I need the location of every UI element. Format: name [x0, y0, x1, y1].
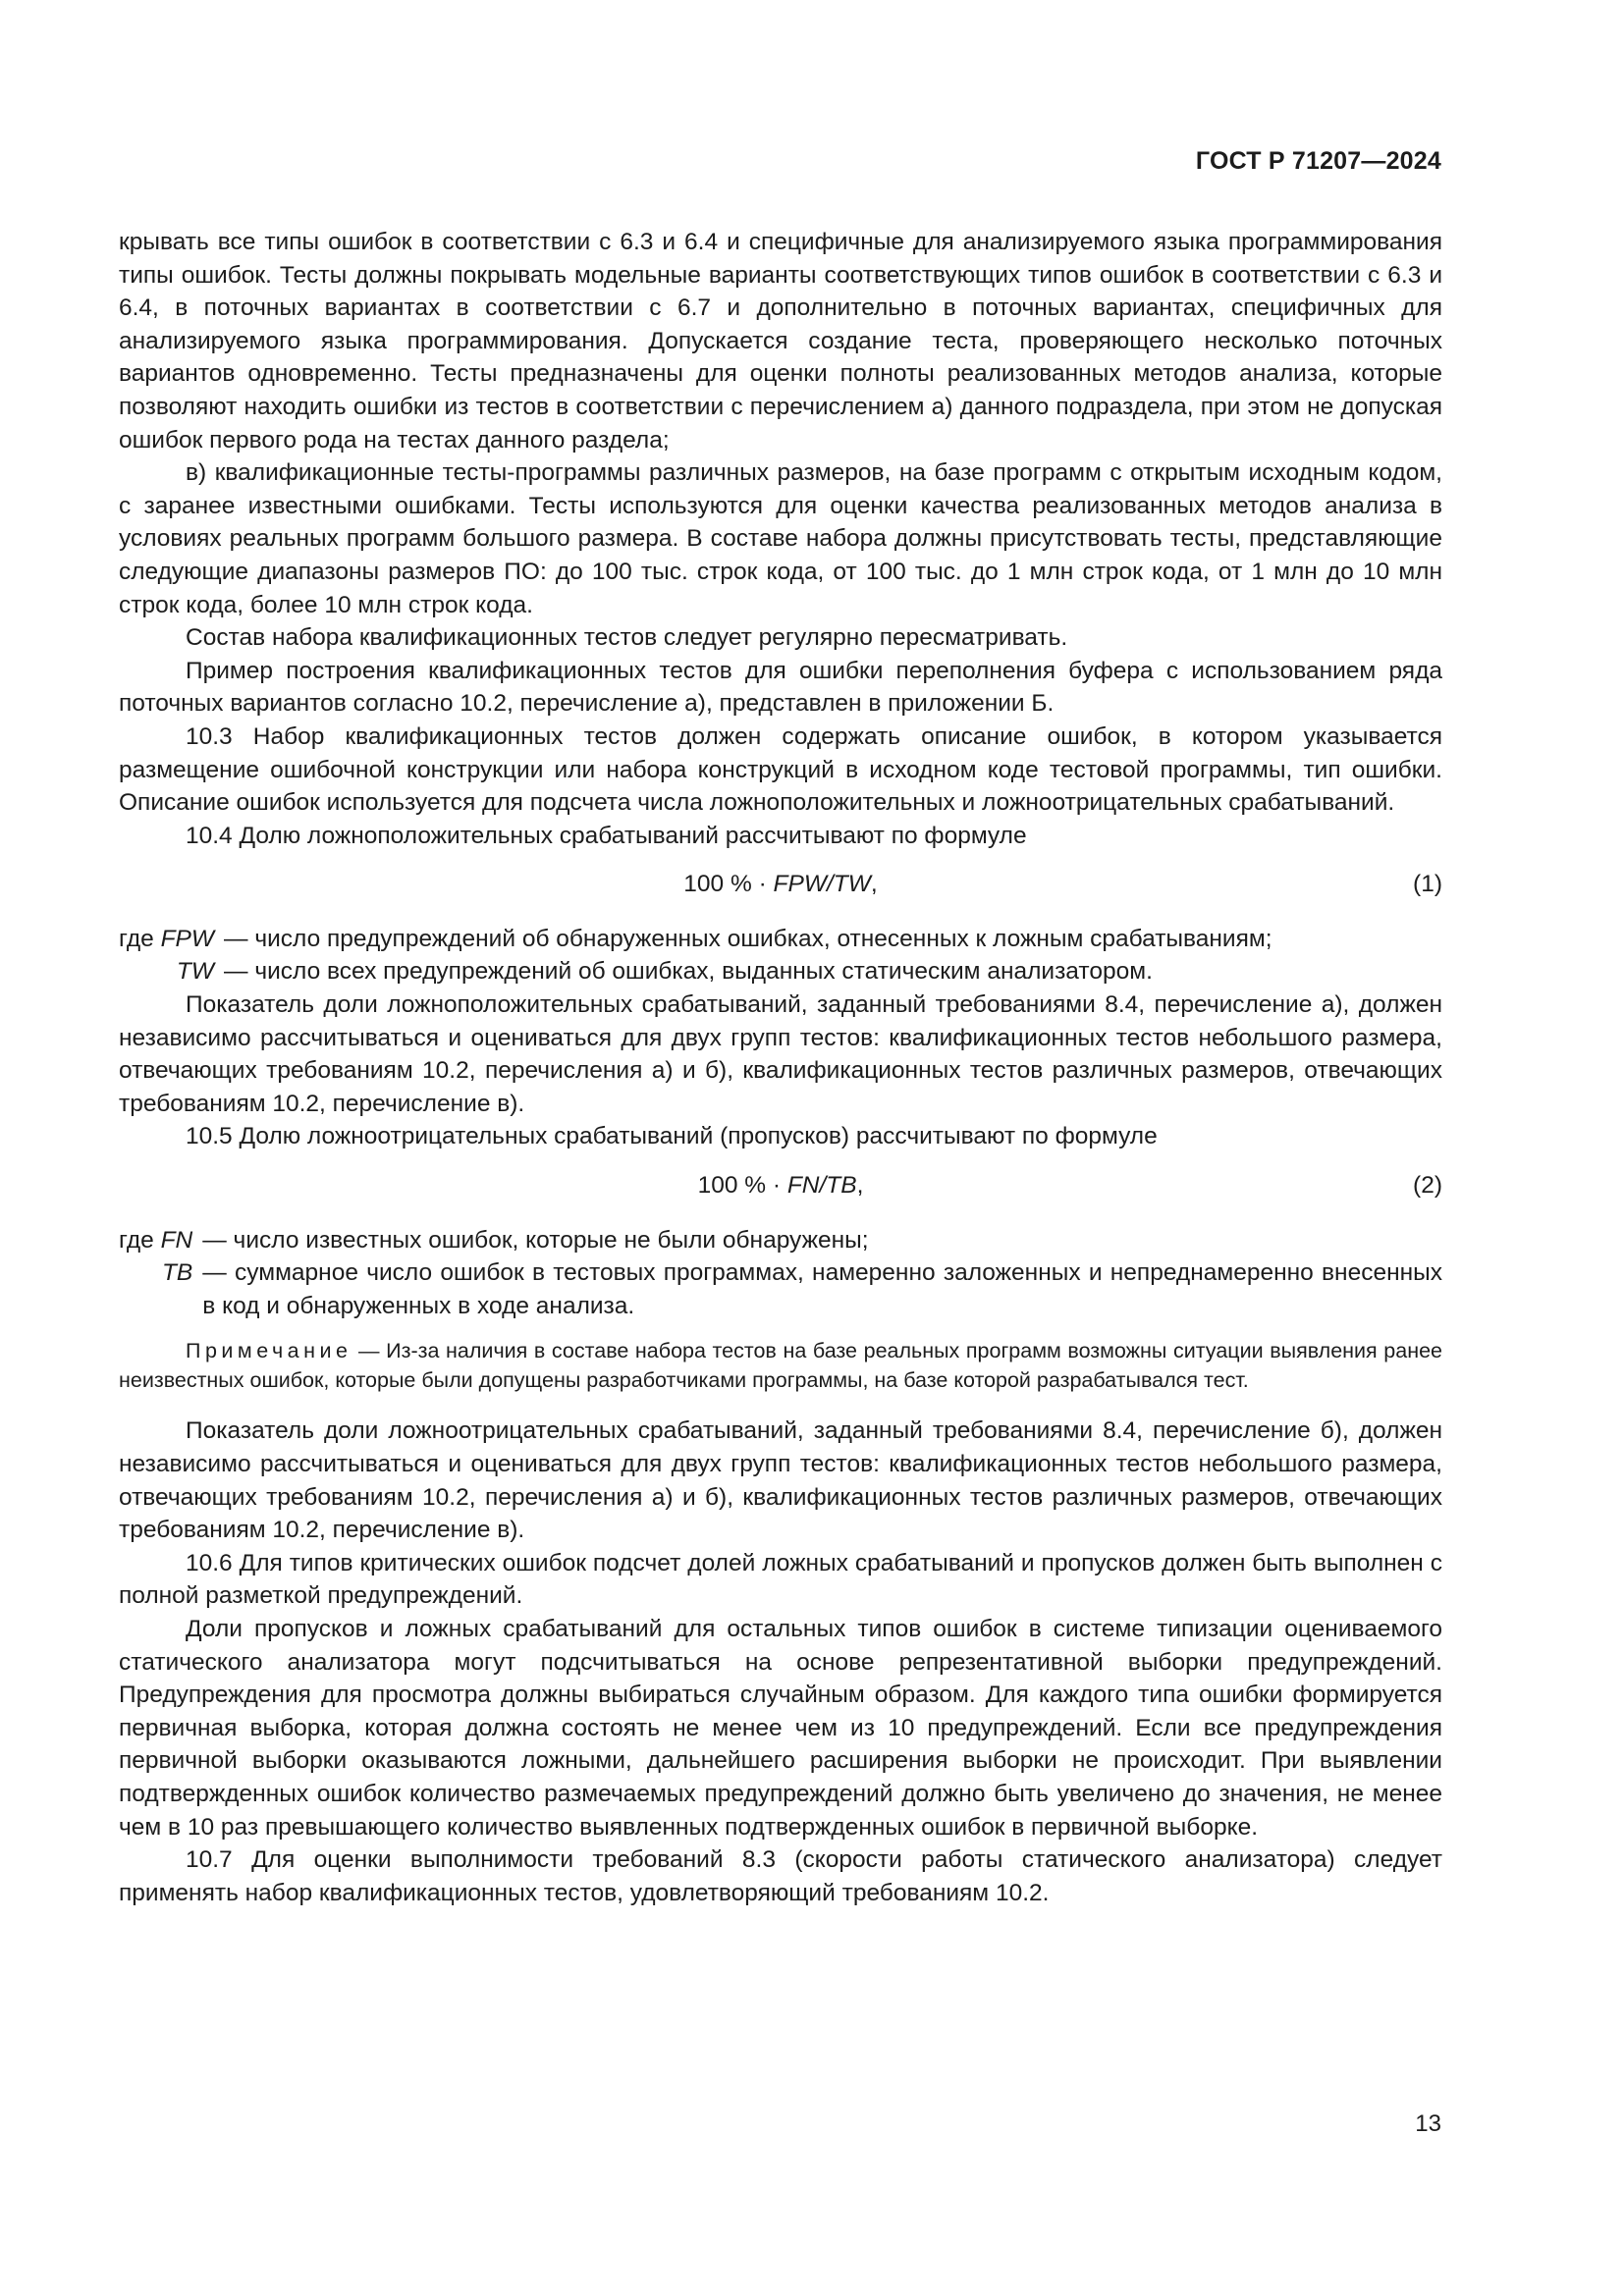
formula-2-suffix: ,	[856, 1172, 864, 1200]
variable-fn: FN	[160, 1226, 193, 1254]
paragraph: Показатель доли ложноотрицательных срабатываний, заданный требованиями 8.4, перечисление б), должен независимо рассчитываться и оцениваться для двух групп тестов: квалификационных тестов небольшого размера, отвечающих требованиям 10.2, перечисления а) и б), квалификационных тестов различных размеров, отвечающих требованиям 10.2, перечисление в).	[119, 1417, 1442, 1544]
paragraph: 10.6 Для типов критических ошибок подсчет долей ложных срабатываний и пропусков должен быть выполнен с полной разметкой предупреждений.	[119, 1549, 1442, 1610]
doc-id: ГОСТ Р 71207—2024	[1195, 147, 1441, 175]
page-number: 13	[1415, 2110, 1441, 2137]
formula-2	[119, 1169, 1442, 1202]
legend-symbol	[119, 923, 214, 956]
note-label: Примечание	[186, 1339, 352, 1363]
paragraph: Состав набора квалификационных тестов следует регулярно пересматривать.	[186, 624, 1068, 652]
formula-2-prefix: 100 % ·	[697, 1172, 787, 1200]
paragraph: Пример построения квалификационных тестов для ошибки переполнения буфера с использованием ряда поточных вариантов согласно 10.2, перечисление а), представлен в приложении Б.	[119, 657, 1442, 718]
note-text: — Из-за наличия в составе набора тестов на базе реальных программ возможны ситуации выявления ранее неизвестных ошибок, которые были допущены разработчиками программы, на базе которой разрабатывался тест.	[119, 1339, 1442, 1393]
paragraph: в) квалификационные тесты-программы различных размеров, на базе программ с открытым исходным кодом, с заранее известными ошибками. Тесты используются для оценки качества реализованных методов анализа в условиях реальных программ большого размера. В составе набора должны присутствовать тесты, представляющие следующие диапазоны размеров ПО: до 100 тыс. строк кода, от 100 тыс. до 1 млн строк кода, от 1 млн до 10 млн строк кода, более 10 млн строк кода.	[119, 459, 1442, 618]
paragraph: 10.5 Долю ложноотрицательных срабатываний (пропусков) рассчитывают по формуле	[186, 1123, 1158, 1150]
variable-fpw: FPW	[160, 925, 215, 952]
legend-symbol	[119, 955, 214, 988]
legend-description: — число предупреждений об обнаруженных ошибках, отнесенных к ложным срабатываниям;	[224, 925, 1272, 952]
legend-description: — число всех предупреждений об ошибках, выданных статическим анализатором.	[224, 958, 1153, 986]
legend-symbol	[119, 1224, 192, 1257]
where-word: где	[119, 1226, 161, 1254]
note	[119, 1336, 1442, 1395]
formula-2-legend	[119, 1224, 1442, 1323]
formula-1-suffix: ,	[870, 871, 878, 898]
where-word: где	[119, 925, 161, 952]
page-body	[119, 226, 1442, 1909]
paragraph: Доли пропусков и ложных срабатываний для остальных типов ошибок в системе типизации оцениваемого статического анализатора могут подсчитываться на основе репрезентативной выборки предупреждений. Предупреждения для просмотра должны выбираться случайным образом. Для каждого типа ошибки формируется первичная выборка, которая должна состоять не менее чем из 10 предупреждений. Если все предупреждения первичной выборки оказываются ложными, дальнейшего расширения выборки не происходит. При выявлении подтвержденных ошибок количество размечаемых предупреждений должно быть увеличено до значения, не менее чем в 10 раз превышающего количество выявленных подтвержденных ошибок в первичной выборке.	[119, 1615, 1442, 1841]
formula-1-number: (1)	[1413, 871, 1442, 898]
legend-description: — число известных ошибок, которые не были обнаружены;	[202, 1226, 869, 1254]
legend-symbol	[119, 1256, 192, 1322]
paragraph: крывать все типы ошибок в соответствии с 6.3 и 6.4 и специфичные для анализируемого языка программирования типы ошибок. Тесты должны покрывать модельные варианты соответствующих типов ошибок в соответствии с 6.3 и 6.4, в поточных вариантах в соответствии с 6.7 и дополнительно в поточных вариантах, специфичных для анализируемого языка программирования. Допускается создание теста, проверяющего несколько поточных вариантов одновременно. Тесты предназначены для оценки полноты реализованных методов анализа, которые позволяют находить ошибки из тестов в соответствии с перечислением а) данного подраздела, при этом не допуская ошибок первого рода на тестах данного раздела;	[119, 229, 1442, 454]
paragraph: 10.3 Набор квалификационных тестов должен содержать описание ошибок, в котором указывается размещение ошибочной конструкции или набора конструкций в исходном коде тестовой программы, тип ошибки. Описание ошибок используется для подсчета числа ложноположительных и ложноотрицательных срабатываний.	[119, 722, 1442, 817]
document-header	[1196, 147, 1441, 176]
variable-tw: TW	[176, 958, 215, 986]
formula-1	[119, 868, 1442, 901]
paragraph: Показатель доли ложноположительных срабатываний, заданный требованиями 8.4, перечисление а), должен независимо рассчитываться и оцениваться для двух групп тестов: квалификационных тестов небольшого размера, отвечающих требованиям 10.2, перечисления а) и б), квалификационных тестов различных размеров, отвечающих требованиям 10.2, перечисление в).	[119, 991, 1442, 1117]
paragraph: 10.7 Для оценки выполнимости требований 8.3 (скорости работы статического анализатора) следует применять набор квалификационных тестов, удовлетворяющий требованиям 10.2.	[119, 1846, 1442, 1906]
paragraph: 10.4 Долю ложноположительных срабатываний рассчитывают по формуле	[186, 822, 1027, 849]
formula-2-expression: FN/TB	[786, 1172, 857, 1200]
formula-1-expression: FPW/TW	[773, 871, 871, 898]
formula-2-number: (2)	[1413, 1172, 1442, 1200]
formula-1-legend	[119, 923, 1442, 988]
formula-1-prefix: 100 % ·	[683, 871, 774, 898]
variable-tb: TB	[161, 1259, 193, 1287]
legend-description: — суммарное число ошибок в тестовых программах, намеренно заложенных и непреднамеренно внесенных в код и обнаруженных в ходе анализа.	[202, 1259, 1442, 1319]
